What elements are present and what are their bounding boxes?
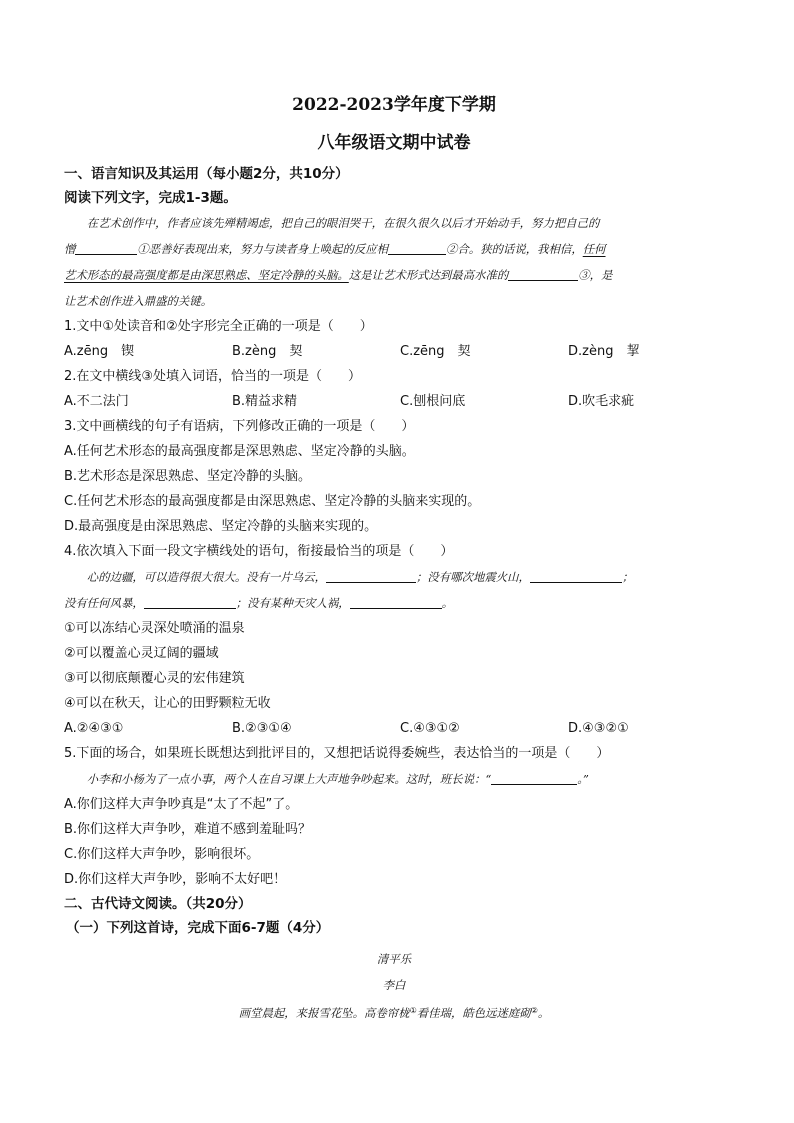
blank [326, 568, 416, 583]
question-2-options [64, 389, 724, 414]
option-d: D.最高强度是由深思熟虑、坚定冷静的头脑来实现的。 [64, 519, 378, 534]
underlined-sentence: 艺术形态的最高强度都是由深思熟虑、坚定冷静的头脑。 [64, 268, 349, 282]
footnote-marker-2: ② [530, 1006, 538, 1015]
section1-instruction: 阅读下列文字，完成1-3题。 [64, 190, 237, 206]
poem-author: 李白 [382, 978, 406, 992]
option-c: C.刨根问底 [400, 394, 466, 409]
question-1-stem: 1.文中①处读音和②处字形完全正确的一项是（ ） [64, 319, 373, 334]
question-5-passage-line [64, 766, 724, 792]
question-5-stem: 5.下面的场合，如果班长既想达到批评目的，又想把话说得委婉些，表达恰当的一项是（ ） [64, 746, 610, 761]
blank [350, 594, 442, 609]
passage-line [64, 236, 724, 262]
option-b: B.zèng 契 [232, 344, 303, 359]
passage-text: ； [621, 570, 634, 584]
option-b: B.艺术形态是深思熟虑、坚定冷静的头脑。 [64, 469, 312, 484]
question-4-item: ①可以冻结心灵深处喷涌的温泉 [64, 621, 245, 636]
poem-text: 。 [537, 1006, 550, 1020]
question-2-stem: 2.在文中横线③处填入词语，恰当的一项是（ ） [64, 369, 362, 384]
option-b: B.你们这样大声争吵，难道不感到羞耻吗？ [64, 822, 312, 837]
option-c: C.zēng 契 [400, 344, 471, 359]
question-4-item: ④可以在秋天，让心的田野颗粒无收 [64, 696, 271, 711]
passage-text: 。 [441, 596, 454, 610]
question-4-item: ②可以覆盖心灵辽阔的疆域 [64, 646, 219, 661]
passage-line [64, 210, 724, 236]
passage-text: 憎 [64, 242, 76, 256]
passage-text: ③，是 [578, 268, 613, 282]
option-a: A.你们这样大声争吵真是“太了不起”了。 [64, 797, 299, 812]
question-4-item: ③可以彻底颠覆心灵的宏伟建筑 [64, 671, 245, 686]
option-a: A.不二法门 [64, 394, 129, 409]
question-4-stem: 4.依次填入下面一段文字横线处的语句，衔接最恰当的项是（ ） [64, 544, 454, 559]
passage-text: 心的边疆，可以造得很大很大。没有一片乌云， [86, 570, 327, 584]
option-d: D.zèng 挈 [568, 344, 640, 359]
blank [491, 770, 577, 785]
question-4-options [64, 716, 724, 741]
exam-subtitle: 八年级语文期中试卷 [317, 133, 471, 153]
passage-text: ；没有某种天灾人祸， [235, 596, 350, 610]
footnote-marker-1: ① [409, 1006, 417, 1015]
passage-text: ；没有哪次地震火山， [416, 570, 530, 584]
section1-passage [64, 210, 724, 314]
section2-heading: 二、古代诗文阅读。（共20分） [64, 896, 252, 912]
passage-text: 这是让艺术形式达到最高水准的 [348, 268, 509, 282]
option-c: C.你们这样大声争吵，影响很坏。 [64, 847, 260, 862]
question-4-passage-line [64, 590, 724, 616]
question-1-options [64, 339, 724, 364]
passage-text: 让艺术创作进入鼎盛的关键。 [64, 294, 213, 308]
passage-line [64, 262, 724, 288]
passage-text: ①恶善好表现出来，努力与读者身上唤起的反应相 [137, 242, 389, 256]
exam-title: 2022-2023学年度下学期 [292, 95, 496, 115]
option-d: D.吹毛求疵 [568, 394, 635, 409]
question-4-passage-line [64, 564, 724, 590]
blank-3 [508, 266, 578, 281]
blank-1 [75, 240, 137, 255]
option-a: A.zēng 锲 [64, 344, 135, 359]
poem-line [64, 998, 724, 1026]
passage-text: 小李和小杨为了一点小事，两个人在自习课上大声地争吵起来。这时，班长说：“ [86, 772, 492, 786]
section1-heading: 一、语言知识及其运用（每小题2分，共10分） [64, 166, 349, 182]
passage-text: ②合。狭的话说，我相信， [446, 242, 583, 256]
option-b: B.②③①④ [232, 721, 292, 736]
poem-text: 看佳瑞，皓色远迷庭砌 [416, 1006, 531, 1020]
blank [144, 594, 236, 609]
passage-line [64, 288, 724, 314]
passage-text: 。” [577, 772, 589, 786]
blank [530, 568, 622, 583]
poem-title: 清平乐 [376, 952, 412, 966]
option-b: B.精益求精 [232, 394, 298, 409]
underlined-sentence: 任何 [582, 242, 606, 256]
option-d: D.④③②① [568, 721, 629, 736]
blank-2 [388, 240, 446, 255]
option-c: C.任何艺术形态的最高强度都是由深思熟虑、坚定冷静的头脑来实现的。 [64, 494, 481, 509]
passage-text: 在艺术创作中，作者应该先殚精竭虑，把自己的眼泪哭干，在很久很久以后才开始动手，努力把自己的 [86, 216, 600, 230]
option-d: D.你们这样大声争吵，影响不太好吧！ [64, 872, 287, 887]
section2-sub-heading: （一）下列这首诗，完成下面6-7题（4分） [66, 920, 330, 936]
question-3-stem: 3.文中画横线的句子有语病，下列修改正确的一项是（ ） [64, 419, 415, 434]
poem-text: 画堂晨起，来报雪花坠。高卷帘栊 [238, 1006, 410, 1020]
option-a: A.②④③① [64, 721, 124, 736]
option-a: A.任何艺术形态的最高强度都是深思熟虑、坚定冷静的头脑。 [64, 444, 415, 459]
passage-text: 没有任何风暴， [64, 596, 144, 610]
option-c: C.④③①② [400, 721, 460, 736]
